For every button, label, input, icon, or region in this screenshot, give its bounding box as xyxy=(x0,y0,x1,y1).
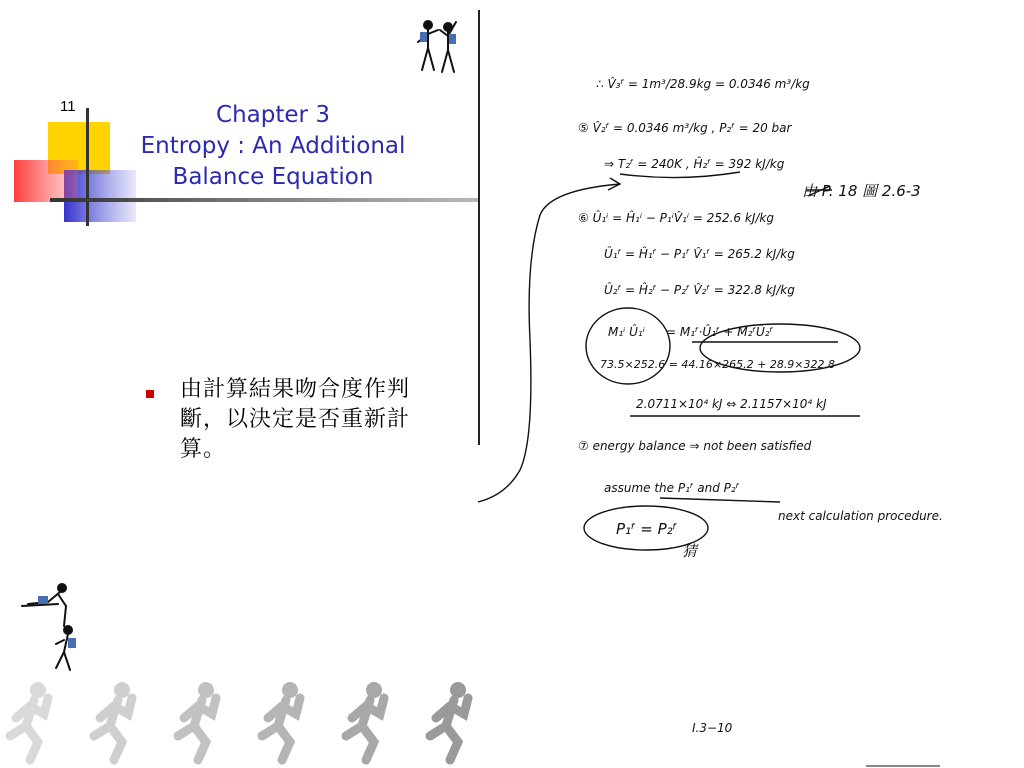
note-balance-numbers: 73.5×252.6 = 44.16×265.2 + 28.9×322.8 xyxy=(600,358,836,371)
deco-red-square xyxy=(14,160,78,202)
title-line-3: Balance Equation xyxy=(172,164,374,190)
hikers-clipart xyxy=(414,18,466,76)
note-step6-line-b: Û₁ᶠ = Ĥ₁ᶠ − P₁ᶠ V̂₁ᶠ = 265.2 kJ/kg xyxy=(604,247,795,261)
note-step6-line-a: ⑥ Û₁ⁱ = Ĥ₁ⁱ − P₁ⁱV̂₁ⁱ = 252.6 kJ/kg xyxy=(578,211,774,225)
note-guess-mark: 猜 xyxy=(682,542,698,560)
note-next-procedure: next calculation procedure. xyxy=(778,509,943,523)
note-page-reference: I.3−10 xyxy=(692,721,733,735)
climbers-clipart xyxy=(18,580,88,675)
handwritten-notes xyxy=(470,0,1024,768)
slide-number: 11 xyxy=(60,98,76,115)
bullet-marker xyxy=(146,390,154,398)
note-line-1: ∴ V̂₃ᶠ = 1m³/28.9kg = 0.0346 m³/kg xyxy=(596,77,810,91)
note-step7: ⑦ energy balance ⇒ not been satisfied xyxy=(578,439,812,453)
note-balance-lhs: M₁ⁱ Û₁ⁱ xyxy=(608,325,645,339)
note-balance-rhs: = M₁ᶠ·Û₁ᶠ + M₂ᶠÛ₂ᶠ xyxy=(666,325,774,339)
note-guess: P₁ᶠ = P₂ᶠ xyxy=(616,520,678,538)
deco-vertical-line xyxy=(86,108,89,226)
note-step5-line-b: ⇒ T₂ᶠ = 240K , Ĥ₂ᶠ = 392 kJ/kg xyxy=(604,157,785,171)
note-balance-result: 2.0711×10⁴ kJ ⇔ 2.1157×10⁴ kJ xyxy=(636,397,827,411)
title-line-2: Entropy : An Additional xyxy=(140,133,406,159)
walking-figures-decoration xyxy=(0,676,480,768)
note-step6-line-c: Û₂ᶠ = Ĥ₂ᶠ − P₂ᶠ V̂₂ᶠ = 322.8 kJ/kg xyxy=(604,283,795,297)
bullet-text: 由計算結果吻合度作判斷，以決定是否重新計算。 xyxy=(180,377,411,462)
slide-title xyxy=(128,100,418,193)
note-step5-line-a: ⑤ V̂₂ᶠ = 0.0346 m³/kg , P₂ᶠ = 20 bar xyxy=(578,121,792,135)
deco-horizontal-line xyxy=(50,198,478,202)
note-assume: assume the P₁ᶠ and P₂ᶠ xyxy=(604,481,740,495)
title-line-1: Chapter 3 xyxy=(216,102,330,128)
note-reference: 由 P. 18 圖 2.6-3 xyxy=(802,182,921,200)
